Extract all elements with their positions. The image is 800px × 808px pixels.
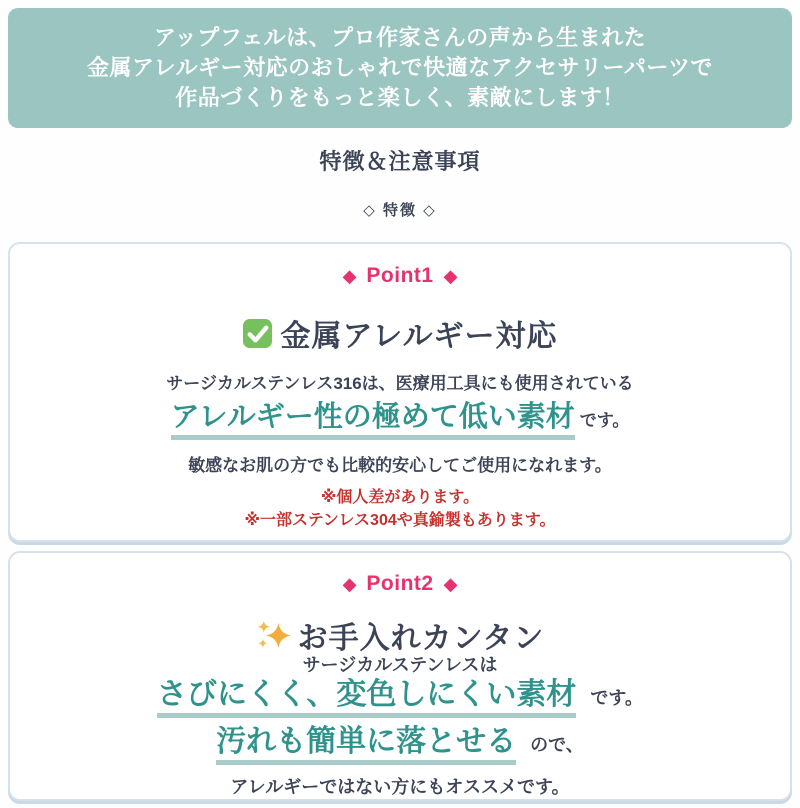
diamond-icon: ◆ — [342, 266, 357, 286]
card2-highlight-row1 — [10, 680, 790, 724]
card2-highlight2-suffix: ので、 — [530, 735, 584, 755]
card1-heading: 金属アレルギー対応 — [280, 320, 558, 353]
diamond-icon: ◆ — [342, 574, 357, 594]
card1-highlight-text: アレルギー性の極めて低い素材 — [171, 403, 575, 440]
section-title: 特徴＆注意事項 — [319, 149, 481, 174]
intro-line-3: 作品づくりをもっと楽しく、素敵にします！ — [175, 85, 625, 110]
feature-card-point2 — [8, 551, 792, 801]
card2-heading: お手入れカンタン — [297, 622, 545, 655]
intro-banner — [8, 8, 792, 128]
card1-heading-row — [10, 313, 790, 353]
card2-highlight1-text: さびにくく、変色しにくい素材 — [157, 680, 576, 718]
card2-body-line2: アレルギーではない方にもオススメです。 — [230, 777, 570, 797]
card2-highlight1-suffix: です。 — [590, 688, 643, 708]
section-subtitle: ◇ 特徴 ◇ — [363, 202, 437, 219]
card2-highlight-row2 — [10, 727, 790, 771]
intro-line-1: アップフェルは、プロ作家さんの声から生まれた — [153, 25, 647, 50]
card1-body-line1: サージカルステンレス316は、医療用工具にも使用されている — [166, 374, 634, 393]
point1-label-row — [10, 265, 790, 287]
point2-label-row — [10, 573, 790, 595]
card1-body-line2: 敏感なお肌の方でも比較的安心してご使用になれます。 — [188, 456, 612, 475]
card1-note1: ※個人差があります。 — [320, 489, 480, 506]
card2-highlight2-text: 汚れも簡単に落とせる — [216, 727, 516, 765]
card1-note2: ※一部ステンレス304や真鍮製もあります。 — [244, 512, 556, 529]
feature-card-point1 — [8, 242, 792, 542]
intro-line-2: 金属アレルギー対応のおしゃれで快適なアクセサリーパーツで — [87, 55, 713, 80]
diamond-icon: ◆ — [443, 574, 458, 594]
card1-highlight-suffix: です。 — [579, 411, 630, 430]
card1-highlight-row — [10, 403, 790, 445]
point2-label: Point2 — [366, 572, 434, 595]
green-check-icon — [242, 318, 273, 349]
diamond-icon: ◆ — [443, 266, 458, 286]
point1-label: Point1 — [366, 264, 434, 287]
sparkles-icon — [256, 618, 291, 653]
card2-heading-row — [10, 615, 790, 655]
card2-body-line1: サージカルステンレスは — [302, 655, 498, 675]
